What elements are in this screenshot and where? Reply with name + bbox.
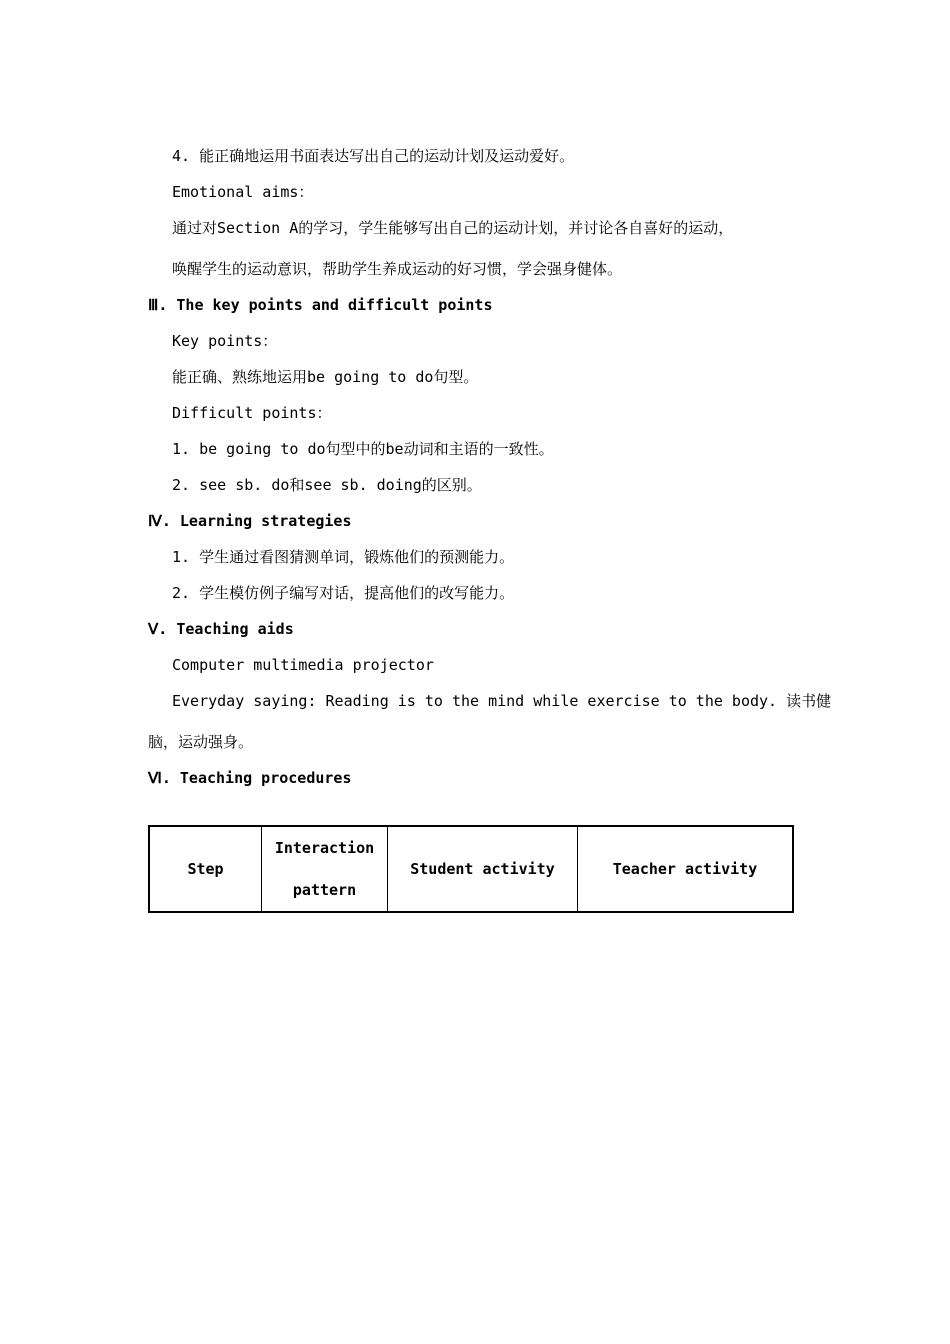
strategy-item-2: 2. 学生模仿例子编写对话，提高他们的改写能力。 xyxy=(172,584,515,602)
header-interaction-line1: Interaction xyxy=(274,839,375,857)
everyday-saying-line1: Everyday saying: Reading is to the mind while exercise to the body. 读书健 xyxy=(172,692,832,710)
section-5-heading: Ⅴ. Teaching aids xyxy=(148,620,294,638)
emotional-aims-text-line2: 唤醒学生的运动意识，帮助学生养成运动的好习惯，学会强身健体。 xyxy=(172,260,623,278)
key-points-label: Key points： xyxy=(172,332,278,350)
objective-item-4: 4. 能正确地运用书面表达写出自己的运动计划及运动爱好。 xyxy=(172,147,575,165)
header-interaction-line2: pattern xyxy=(292,881,357,899)
table-header-row xyxy=(149,826,793,912)
difficult-points-label: Difficult points： xyxy=(172,404,332,422)
emotional-aims-text-line1: 通过对Section A的学习，学生能够写出自己的运动计划，并讨论各自喜好的运动， xyxy=(172,219,734,237)
difficult-point-1: 1. be going to do句型中的be动词和主语的一致性。 xyxy=(172,440,554,458)
header-interaction-pattern xyxy=(262,826,388,912)
strategy-item-1: 1. 学生通过看图猜测单词，锻炼他们的预测能力。 xyxy=(172,548,515,566)
everyday-saying-line2: 脑，运动强身。 xyxy=(148,733,254,751)
header-teacher-activity: Teacher activity xyxy=(578,826,794,912)
header-step: Step xyxy=(149,826,262,912)
section-4-heading: Ⅳ. Learning strategies xyxy=(148,512,352,530)
section-6-heading: Ⅵ. Teaching procedures xyxy=(148,769,352,787)
header-student-activity: Student activity xyxy=(388,826,578,912)
key-points-text: 能正确、熟练地运用be going to do句型。 xyxy=(172,368,479,386)
difficult-point-2: 2. see sb. do和see sb. doing的区别。 xyxy=(172,476,482,494)
section-3-heading: Ⅲ. The key points and difficult points xyxy=(148,296,493,314)
emotional-aims-label: Emotional aims： xyxy=(172,183,314,201)
teaching-aid: Computer multimedia projector xyxy=(172,656,434,674)
procedures-table xyxy=(148,825,794,913)
